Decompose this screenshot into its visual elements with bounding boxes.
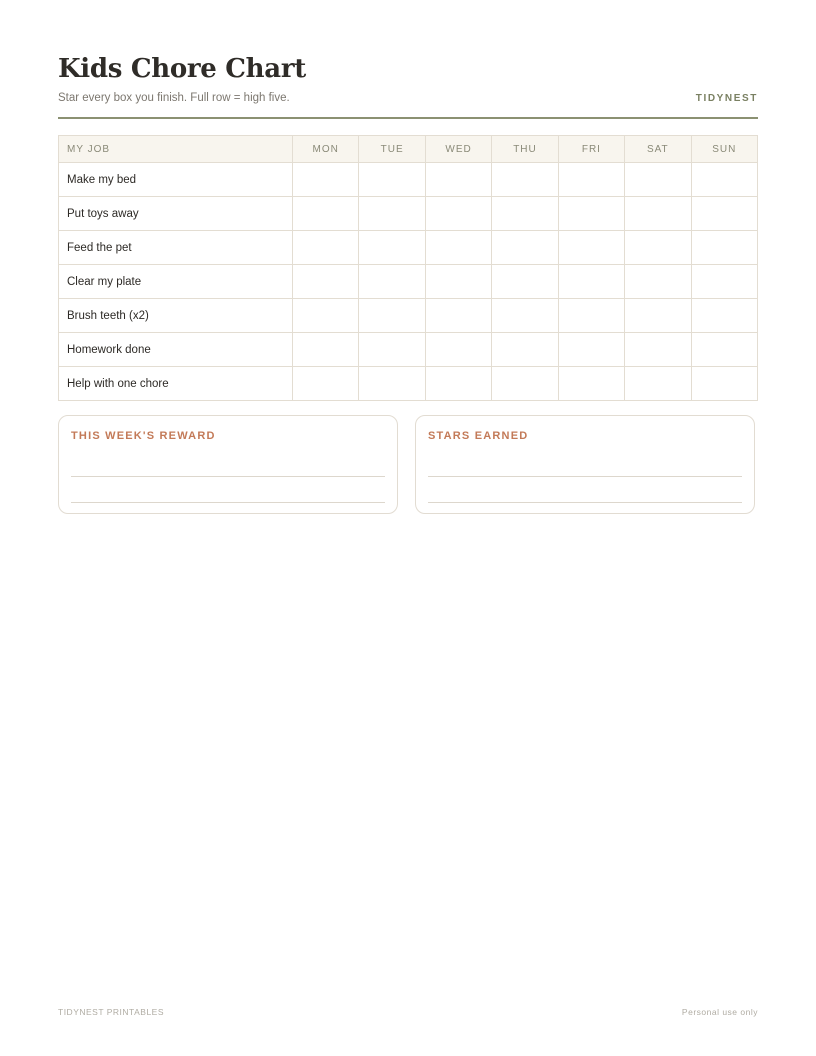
check-box-mon[interactable] (293, 163, 359, 197)
chore-name: Help with one chore (59, 367, 293, 401)
column-header-sun: SUN (691, 136, 757, 163)
reward-write-line[interactable] (71, 502, 385, 503)
check-box-fri[interactable] (558, 231, 624, 265)
check-box-mon[interactable] (293, 231, 359, 265)
check-box-mon[interactable] (293, 197, 359, 231)
check-box-sat[interactable] (625, 367, 691, 401)
check-box-sun[interactable] (691, 163, 757, 197)
check-box-sat[interactable] (625, 163, 691, 197)
check-box-sun[interactable] (691, 333, 757, 367)
check-box-fri[interactable] (558, 333, 624, 367)
chore-name: Homework done (59, 333, 293, 367)
column-header-thu: THU (492, 136, 558, 163)
chore-table-header-row (59, 136, 758, 163)
brand-name: TIDYNEST (695, 93, 758, 104)
check-box-fri[interactable] (558, 367, 624, 401)
check-box-thu[interactable] (492, 163, 558, 197)
check-box-thu[interactable] (492, 367, 558, 401)
check-box-fri[interactable] (558, 163, 624, 197)
table-row (59, 333, 758, 367)
check-box-thu[interactable] (492, 197, 558, 231)
check-box-sun[interactable] (691, 197, 757, 231)
check-box-thu[interactable] (492, 299, 558, 333)
chore-table-body (59, 163, 758, 401)
page-subtitle: Star every box you finish. Full row = high five. (58, 92, 290, 104)
check-box-tue[interactable] (359, 197, 425, 231)
chore-name: Brush teeth (x2) (59, 299, 293, 333)
check-box-tue[interactable] (359, 299, 425, 333)
stars-write-line[interactable] (428, 502, 742, 503)
check-box-wed[interactable] (425, 265, 491, 299)
check-box-sun[interactable] (691, 299, 757, 333)
weekly-reward-box (58, 415, 398, 514)
page-title: Kids Chore Chart (58, 54, 306, 84)
stars-earned-label: STARS EARNED (428, 430, 529, 442)
stars-earned-box (415, 415, 755, 514)
table-row (59, 163, 758, 197)
check-box-mon[interactable] (293, 333, 359, 367)
check-box-sat[interactable] (625, 265, 691, 299)
table-row (59, 299, 758, 333)
chore-name: Make my bed (59, 163, 293, 197)
check-box-thu[interactable] (492, 231, 558, 265)
check-box-mon[interactable] (293, 299, 359, 333)
stars-write-line[interactable] (428, 476, 742, 477)
check-box-wed[interactable] (425, 367, 491, 401)
check-box-wed[interactable] (425, 197, 491, 231)
footer-usage-note: Personal use only (681, 1007, 758, 1017)
check-box-fri[interactable] (558, 265, 624, 299)
chore-name: Clear my plate (59, 265, 293, 299)
reward-write-line[interactable] (71, 476, 385, 477)
table-row (59, 231, 758, 265)
check-box-wed[interactable] (425, 231, 491, 265)
check-box-wed[interactable] (425, 299, 491, 333)
check-box-thu[interactable] (492, 265, 558, 299)
column-header-mon: MON (293, 136, 359, 163)
check-box-tue[interactable] (359, 231, 425, 265)
header-rule (58, 117, 758, 119)
check-box-sun[interactable] (691, 265, 757, 299)
table-row (59, 265, 758, 299)
chore-name: Put toys away (59, 197, 293, 231)
check-box-tue[interactable] (359, 265, 425, 299)
check-box-sat[interactable] (625, 299, 691, 333)
column-header-wed: WED (425, 136, 491, 163)
check-box-tue[interactable] (359, 367, 425, 401)
column-header-sat: SAT (625, 136, 691, 163)
check-box-mon[interactable] (293, 367, 359, 401)
check-box-sat[interactable] (625, 231, 691, 265)
check-box-thu[interactable] (492, 333, 558, 367)
check-box-fri[interactable] (558, 299, 624, 333)
footer-brand: TIDYNEST PRINTABLES (58, 1007, 165, 1017)
check-box-sun[interactable] (691, 231, 757, 265)
column-header-job: MY JOB (59, 136, 293, 163)
check-box-wed[interactable] (425, 333, 491, 367)
check-box-mon[interactable] (293, 265, 359, 299)
check-box-tue[interactable] (359, 333, 425, 367)
table-row (59, 197, 758, 231)
table-row (59, 367, 758, 401)
chore-name: Feed the pet (59, 231, 293, 265)
check-box-tue[interactable] (359, 163, 425, 197)
weekly-reward-label: THIS WEEK'S REWARD (71, 430, 216, 442)
check-box-sun[interactable] (691, 367, 757, 401)
check-box-sat[interactable] (625, 197, 691, 231)
check-box-fri[interactable] (558, 197, 624, 231)
check-box-wed[interactable] (425, 163, 491, 197)
check-box-sat[interactable] (625, 333, 691, 367)
chore-table (58, 135, 758, 401)
column-header-fri: FRI (558, 136, 624, 163)
column-header-tue: TUE (359, 136, 425, 163)
